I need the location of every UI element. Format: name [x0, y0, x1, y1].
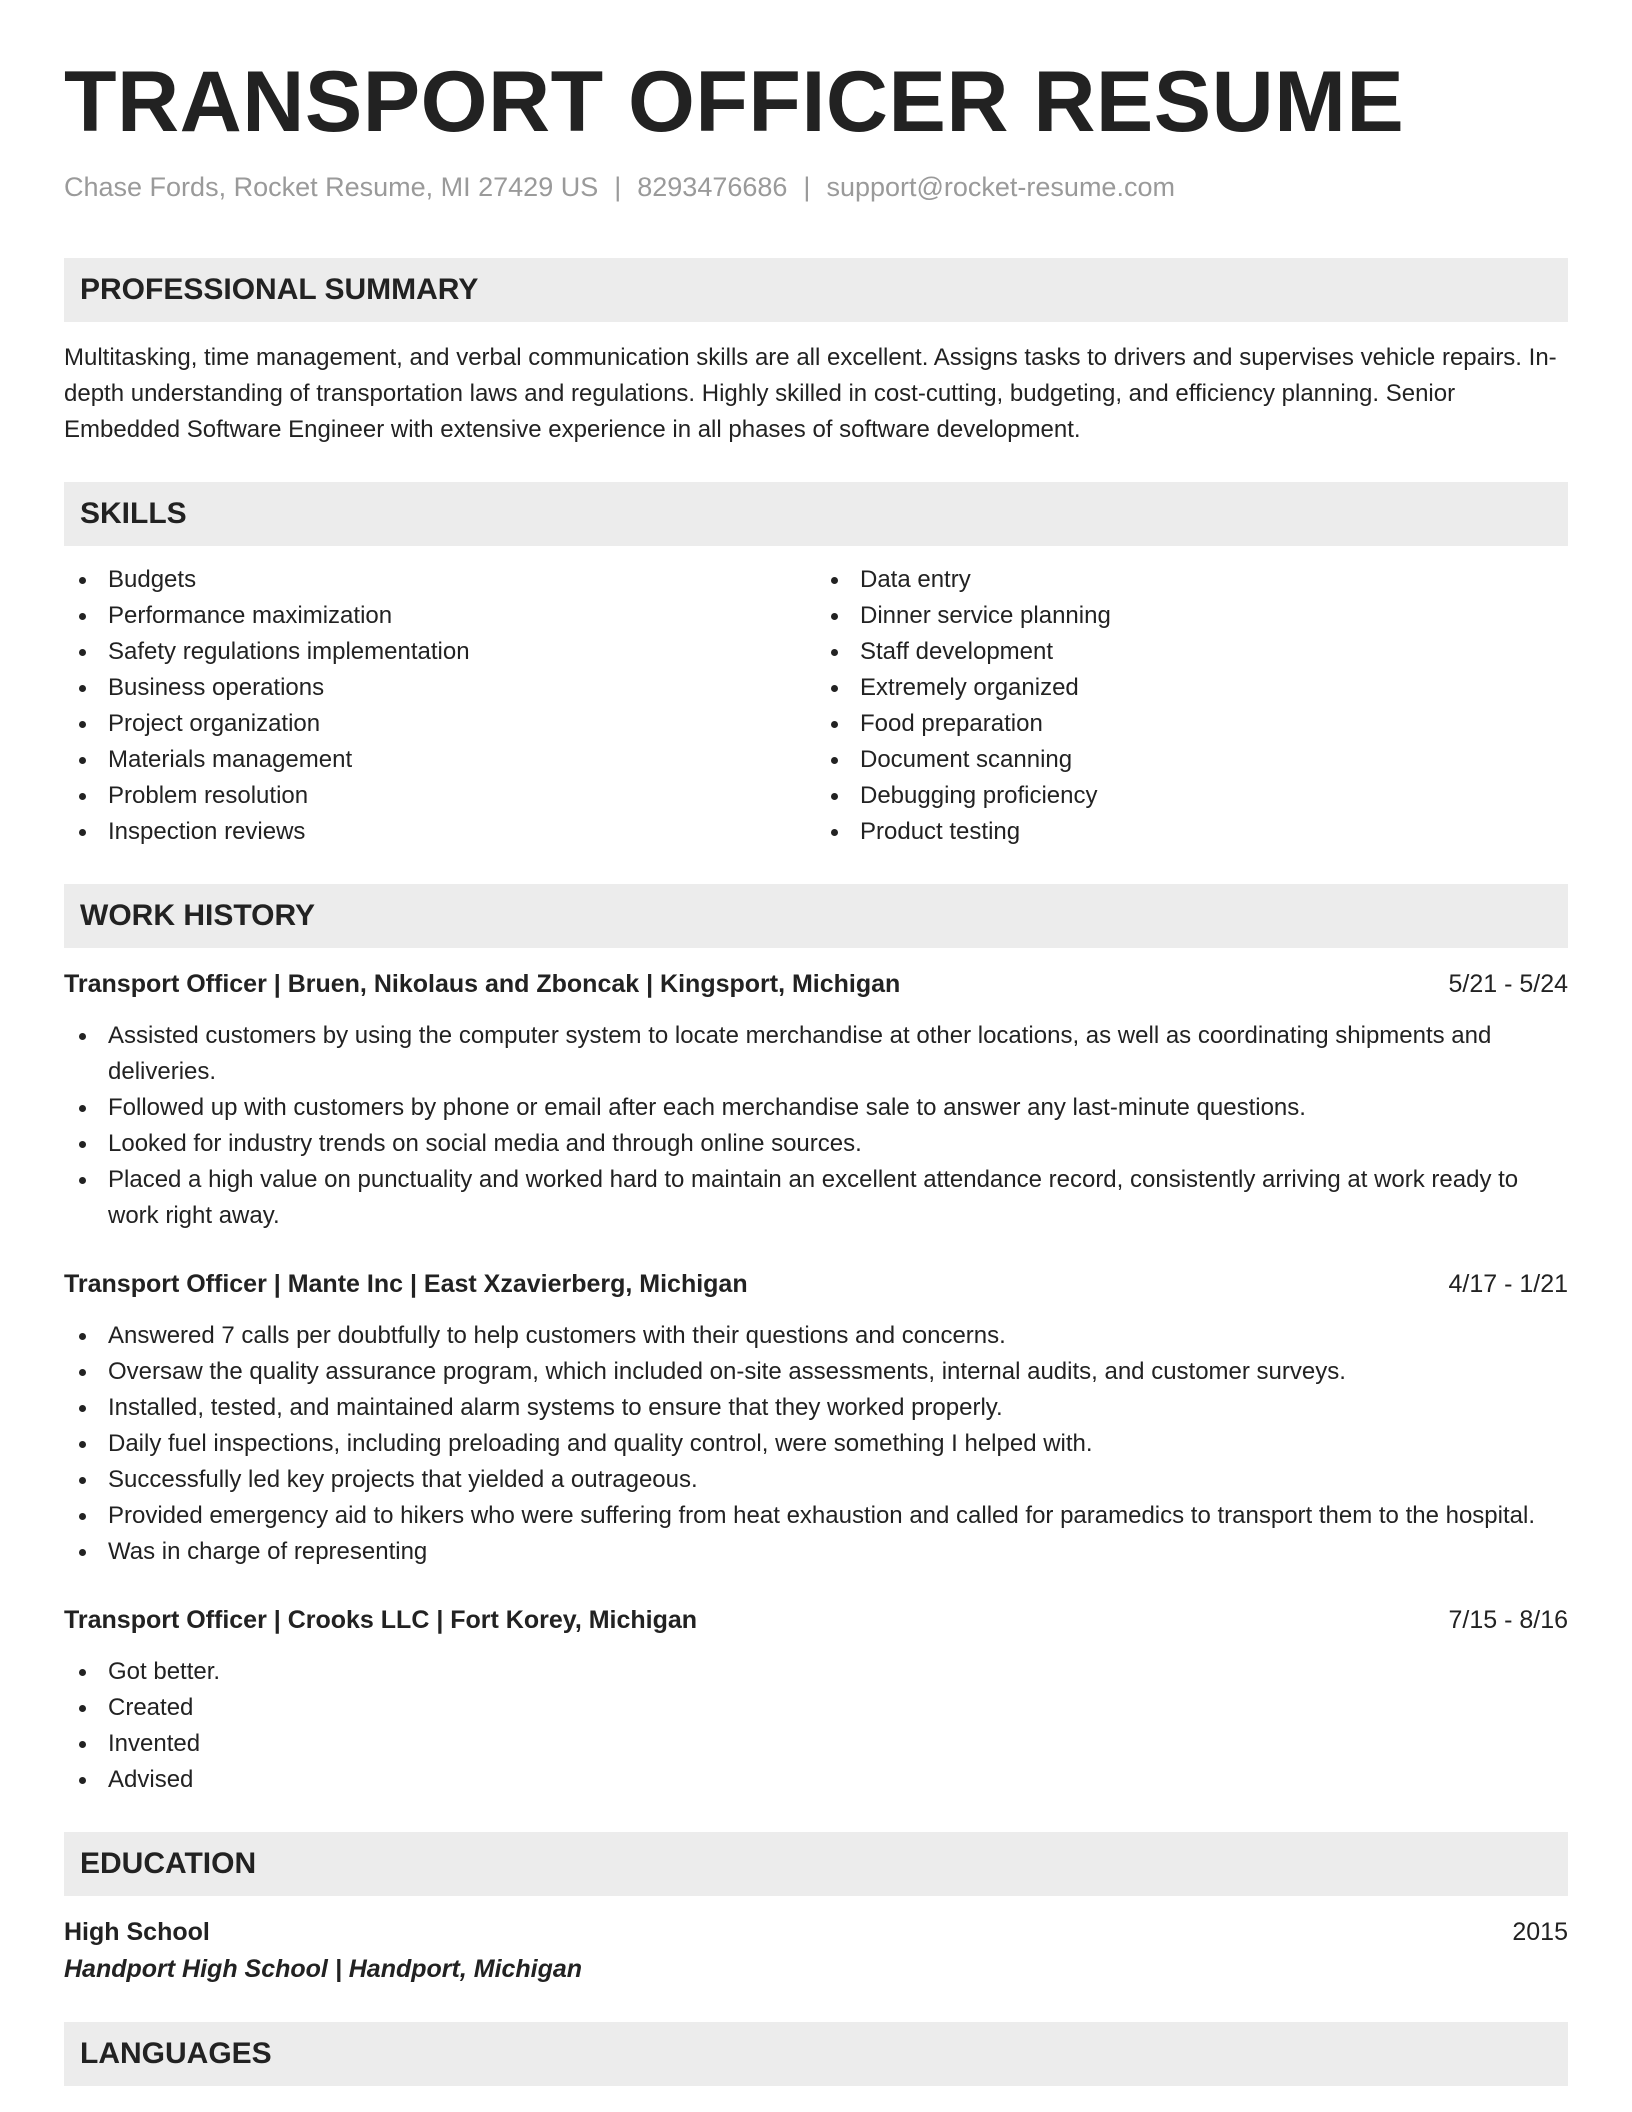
skill-item: Inspection reviews: [64, 814, 816, 850]
skill-item: Data entry: [816, 562, 1568, 598]
job-bullet: Followed up with customers by phone or email after each merchandise sale to answer any last-minute questions.: [64, 1090, 1568, 1126]
job-bullet: Daily fuel inspections, including preloading and quality control, were something I helped with.: [64, 1426, 1568, 1462]
contact-line: [64, 168, 1568, 206]
skill-item: Dinner service planning: [816, 598, 1568, 634]
contact-email: support@rocket-resume.com: [826, 172, 1175, 202]
job-bullet: Installed, tested, and maintained alarm systems to ensure that they worked properly.: [64, 1390, 1568, 1426]
education-header: [64, 1914, 1568, 1950]
summary-text: Multitasking, time management, and verbal communication skills are all excellent. Assigns tasks to drivers and supervises vehicle repairs. In-depth understanding of transportation laws and regulations. Highly skilled in cost-cutting, budgeting, and efficiency planning. Senior Embedded Software Engineer with extensive experience in all phases of software development.: [64, 344, 1557, 443]
job-bullet: Answered 7 calls per doubtfully to help customers with their questions and concerns.: [64, 1318, 1568, 1354]
section-heading-skills: SKILLS: [64, 482, 1568, 546]
job-header: [64, 1602, 1568, 1638]
section-heading-work-history: WORK HISTORY: [64, 884, 1568, 948]
job-bullets: [64, 1018, 1568, 1234]
job-dates: 5/21 - 5/24: [1448, 970, 1568, 998]
skill-item: Problem resolution: [64, 778, 816, 814]
skill-item: Business operations: [64, 670, 816, 706]
section-heading-summary: PROFESSIONAL SUMMARY: [64, 258, 1568, 322]
skill-item: Food preparation: [816, 706, 1568, 742]
skill-item: Performance maximization: [64, 598, 816, 634]
job-bullet: Oversaw the quality assurance program, which included on-site assessments, internal audits, and customer surveys.: [64, 1354, 1568, 1390]
skills-column-left: [64, 562, 816, 850]
job-title: Transport Officer | Bruen, Nikolaus and Zboncak | Kingsport, Michigan: [64, 970, 901, 998]
job-bullet: Created: [64, 1690, 1568, 1726]
job-bullet: Looked for industry trends on social media and through online sources.: [64, 1126, 1568, 1162]
skill-item: Document scanning: [816, 742, 1568, 778]
skill-item: Extremely organized: [816, 670, 1568, 706]
job-dates: 7/15 - 8/16: [1448, 1606, 1568, 1634]
job-bullets: [64, 1318, 1568, 1570]
section-heading-education: EDUCATION: [64, 1832, 1568, 1896]
job-header: [64, 1266, 1568, 1302]
job-header: [64, 966, 1568, 1002]
job-bullet: Was in charge of representing: [64, 1534, 1568, 1570]
skill-item: Materials management: [64, 742, 816, 778]
skill-item: Staff development: [816, 634, 1568, 670]
skills-column-right: [816, 562, 1568, 850]
job-bullet: Advised: [64, 1762, 1568, 1798]
skill-item: Debugging proficiency: [816, 778, 1568, 814]
job-bullet: Successfully led key projects that yielded a outrageous.: [64, 1462, 1568, 1498]
contact-phone: 8293476686: [637, 172, 788, 202]
job-bullet: Invented: [64, 1726, 1568, 1762]
job-entry: [64, 966, 1568, 1234]
job-bullet: Assisted customers by using the computer system to locate merchandise at other locations, as well as coordinating shipments and deliveries.: [64, 1018, 1568, 1090]
job-entry: [64, 1266, 1568, 1570]
job-entry: [64, 1602, 1568, 1798]
job-dates: 4/17 - 1/21: [1448, 1270, 1568, 1298]
job-bullet: Placed a high value on punctuality and worked hard to maintain an excellent attendance record, consistently arriving at work ready to work right away.: [64, 1162, 1568, 1234]
skill-item: Product testing: [816, 814, 1568, 850]
skills-list: [64, 562, 1568, 850]
skill-item: Project organization: [64, 706, 816, 742]
education-year: 2015: [1512, 1918, 1568, 1946]
job-title: Transport Officer | Crooks LLC | Fort Korey, Michigan: [64, 1606, 698, 1634]
contact-separator: |: [614, 172, 622, 202]
section-heading-languages: LANGUAGES: [64, 2022, 1568, 2086]
skill-item: Budgets: [64, 562, 816, 598]
job-bullet: Provided emergency aid to hikers who were suffering from heat exhaustion and called for paramedics to transport them to the hospital.: [64, 1498, 1568, 1534]
education-entry: [64, 1914, 1568, 1988]
job-bullet: Got better.: [64, 1654, 1568, 1690]
job-title: Transport Officer | Mante Inc | East Xzavierberg, Michigan: [64, 1270, 748, 1298]
job-bullets: [64, 1654, 1568, 1798]
contact-address: Chase Fords, Rocket Resume, MI 27429 US: [64, 172, 599, 202]
skill-item: Safety regulations implementation: [64, 634, 816, 670]
education-school: Handport High School | Handport, Michigan: [64, 1955, 583, 1983]
resume-title: TRANSPORT OFFICER RESUME: [64, 54, 1405, 150]
education-degree: High School: [64, 1918, 210, 1946]
contact-separator: |: [803, 172, 811, 202]
